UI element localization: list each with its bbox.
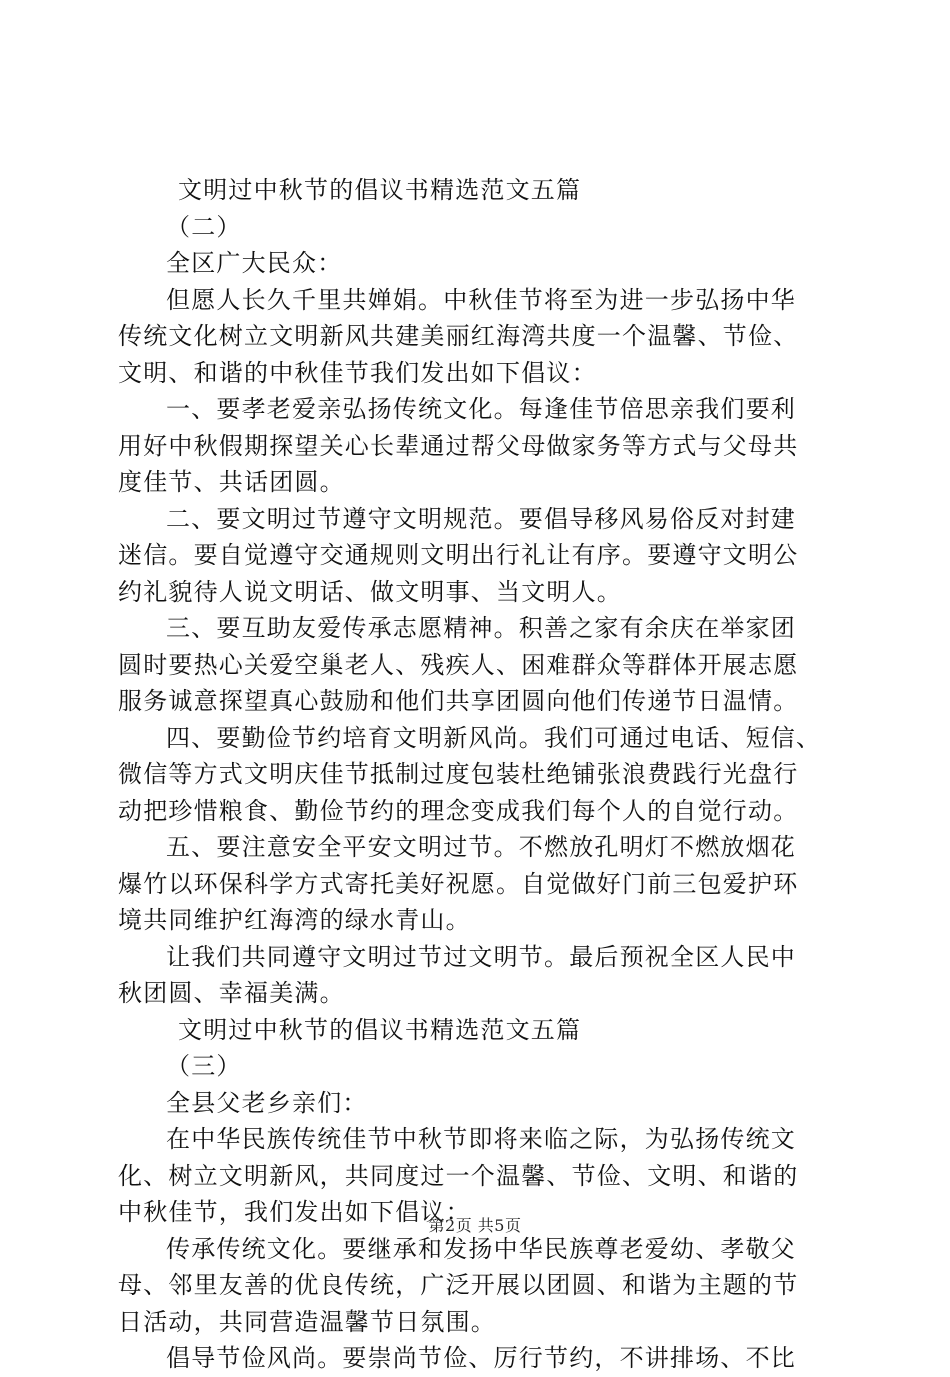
text-line: 日活动，共同营造温馨节日氛围。 [118, 1307, 496, 1336]
text-line: 全区广大民众： [166, 249, 343, 277]
text-line: 三、要互助友爱传承志愿精神。积善之家有余庆在举家团 [166, 614, 796, 642]
text-line: 圆时要热心关爱空巢老人、残疾人、困难群众等群体开展志愿 [118, 650, 799, 679]
text-line: 文明、和谐的中秋佳节我们发出如下倡议： [118, 358, 597, 387]
text-line: 度佳节、共话团圆。 [118, 468, 345, 496]
text-line: 全县父老乡亲们： [166, 1088, 368, 1117]
page-footer: 第2页 共5页 [428, 1216, 522, 1235]
text-line: 让我们共同遵守文明过节过文明节。最后预祝全区人民中 [166, 942, 796, 971]
text-line: 四、要勤俭节约培育文明新风尚。我们可通过电话、短信、 [166, 723, 822, 752]
text-line: 倡导节俭风尚。要崇尚节俭、厉行节约，不讲排场、不比 [166, 1344, 796, 1372]
text-line: 用好中秋假期探望关心长辈通过帮父母做家务等方式与父母共 [118, 431, 799, 460]
text-line: 传承传统文化。要继承和发扬中华民族尊老爱幼、孝敬父 [166, 1234, 796, 1263]
text-line: 秋团圆、幸福美满。 [118, 979, 345, 1007]
text-line: 迷信。要自觉遵守交通规则文明出行礼让有序。要遵守文明公 [118, 541, 799, 569]
text-line: （二） [166, 212, 242, 241]
text-line: 中秋佳节，我们发出如下倡议： [118, 1198, 471, 1226]
text-line: 一、要孝老爱亲弘扬传统文化。每逢佳节倍思亲我们要利 [166, 395, 796, 423]
text-line: 文明过中秋节的倡议书精选范文五篇 [178, 176, 582, 204]
document-body [118, 172, 838, 1377]
text-line: 五、要注意安全平安文明过节。不燃放孔明灯不燃放烟花 [166, 833, 796, 861]
text-line: 文明过中秋节的倡议书精选范文五篇 [178, 1015, 582, 1044]
text-line: 微信等方式文明庆佳节抵制过度包装杜绝铺张浪费践行光盘行 [118, 760, 799, 788]
text-line: 动把珍惜粮食、勤俭节约的理念变成我们每个人的自觉行动。 [118, 796, 799, 825]
text-line: 境共同维护红海湾的绿水青山。 [118, 906, 471, 934]
text-line: 二、要文明过节遵守文明规范。要倡导移风易俗反对封建 [166, 504, 796, 533]
text-line: 爆竹以环保科学方式寄托美好祝愿。自觉做好门前三包爱护环 [118, 869, 799, 898]
text-line: 化、树立文明新风，共同度过一个温馨、节俭、文明、和谐的 [118, 1161, 799, 1190]
text-line: 在中华民族传统佳节中秋节即将来临之际，为弘扬传统文 [166, 1125, 796, 1153]
text-line: （三） [166, 1052, 242, 1080]
text-line: 服务诚意探望真心鼓励和他们共享团圆向他们传递节日温情。 [118, 687, 799, 715]
text-line: 但愿人长久千里共婵娟。中秋佳节将至为进一步弘扬中华 [166, 285, 796, 314]
text-line: 母、邻里友善的优良传统，广泛开展以团圆、和谐为主题的节 [118, 1271, 799, 1299]
text-line: 传统文化树立文明新风共建美丽红海湾共度一个温馨、节俭、 [118, 322, 799, 350]
text-line: 约礼貌待人说文明话、做文明事、当文明人。 [118, 577, 622, 606]
